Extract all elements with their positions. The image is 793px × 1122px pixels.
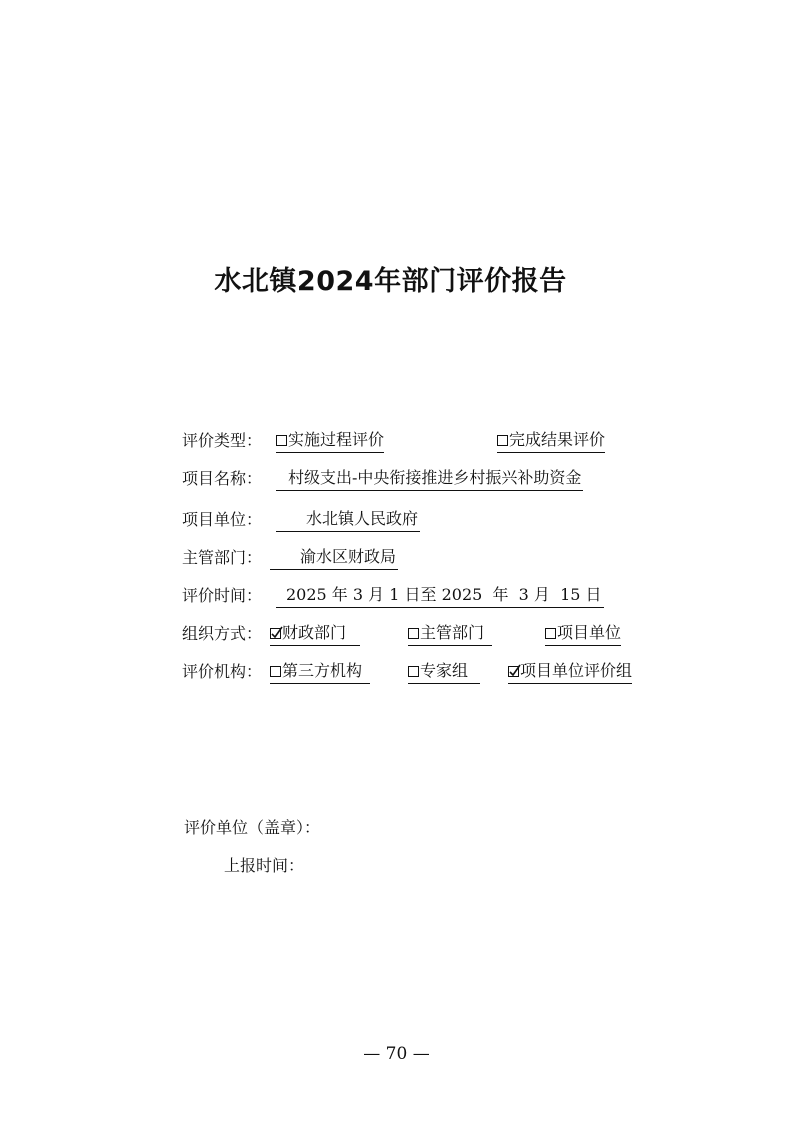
checkbox-empty-icon[interactable] — [497, 435, 508, 446]
org-method-row — [0, 621, 793, 647]
option-label: 第三方机构 — [282, 661, 363, 680]
option-label: 专家组 — [420, 661, 469, 680]
checkbox-empty-icon[interactable] — [270, 666, 281, 677]
checkbox-checked-icon[interactable] — [270, 628, 281, 639]
org-method-option-finance[interactable] — [270, 621, 360, 646]
checkbox-empty-icon[interactable] — [408, 628, 419, 639]
eval-agency-label: 评价机构： — [182, 662, 263, 681]
project-unit-row — [0, 507, 793, 533]
eval-type-row — [0, 428, 793, 454]
option-label: 完成结果评价 — [509, 430, 606, 449]
eval-type-option-process[interactable] — [276, 428, 384, 453]
option-label: 主管部门 — [420, 623, 485, 642]
option-label: 实施过程评价 — [288, 430, 385, 449]
checkbox-empty-icon[interactable] — [408, 666, 419, 677]
eval-agency-option-project-unit-group[interactable] — [508, 659, 632, 684]
option-label: 财政部门 — [282, 623, 347, 642]
supervisor-value: 渝水区财政局 — [270, 545, 398, 570]
eval-agency-option-third-party[interactable] — [270, 659, 370, 684]
page-title: 水北镇2024年部门评价报告 — [214, 266, 567, 297]
report-time-label: 上报时间： — [224, 856, 305, 875]
project-name-label: 项目名称： — [182, 469, 263, 488]
option-label: 项目单位评价组 — [520, 661, 633, 680]
project-unit-label: 项目单位： — [182, 510, 263, 529]
checkbox-checked-icon[interactable] — [508, 666, 519, 677]
eval-type-label: 评价类型： — [182, 431, 263, 450]
checkbox-empty-icon[interactable] — [545, 628, 556, 639]
eval-agency-option-expert[interactable] — [408, 659, 480, 684]
eval-time-row — [0, 583, 793, 609]
project-unit-value: 水北镇人民政府 — [276, 507, 420, 532]
project-name-row — [0, 466, 793, 492]
supervisor-row — [0, 545, 793, 571]
eval-agency-row — [0, 659, 793, 685]
project-name-value: 村级支出-中央衔接推进乡村振兴补助资金 — [276, 466, 583, 491]
supervisor-label: 主管部门： — [182, 548, 263, 567]
checkmark-icon — [270, 626, 283, 640]
org-method-option-project-unit[interactable] — [545, 621, 621, 646]
org-method-label: 组织方式： — [182, 624, 263, 643]
option-label: 项目单位 — [557, 623, 622, 642]
eval-time-value: 2025 年 3 月 1 日至 2025 年 3 月 15 日 — [276, 583, 604, 608]
checkbox-empty-icon[interactable] — [276, 435, 287, 446]
eval-time-label: 评价时间： — [182, 586, 263, 605]
page-number: — 70 — — [363, 1044, 430, 1064]
eval-type-option-result[interactable] — [497, 428, 605, 453]
org-method-option-supervisor[interactable] — [408, 621, 492, 646]
eval-unit-seal-label: 评价单位（盖章）： — [184, 818, 321, 837]
checkmark-icon — [508, 664, 521, 678]
